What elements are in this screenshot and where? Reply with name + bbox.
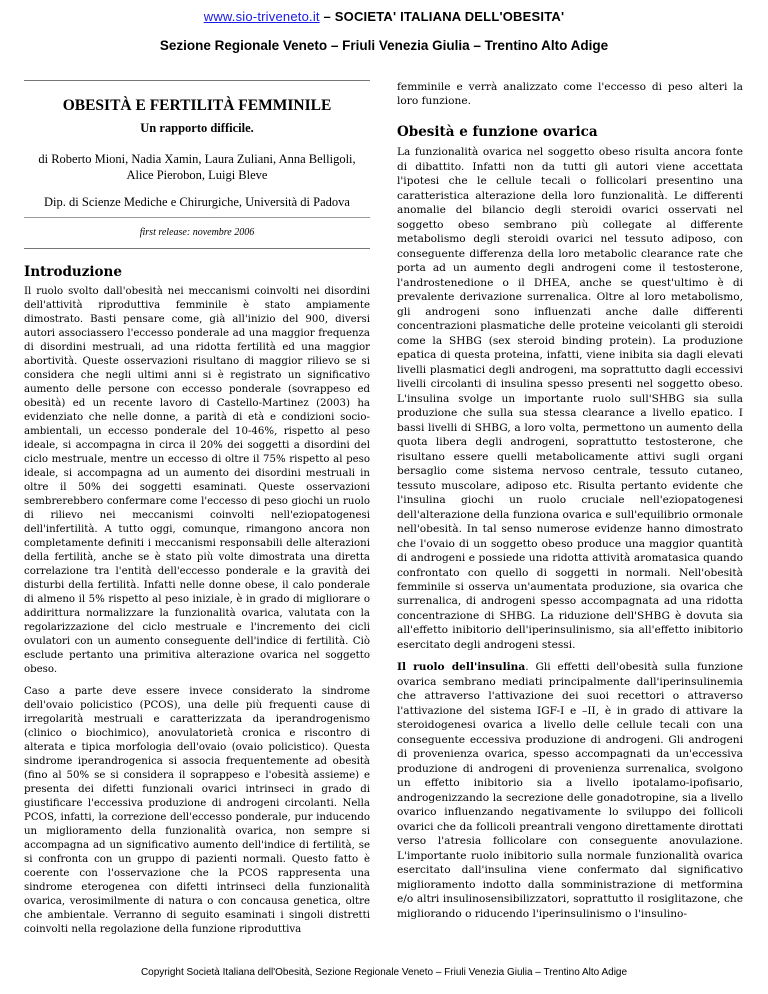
header-section: Sezione Regionale Veneto – Friuli Venezia Giulia – Trentino Alto Adige <box>159 38 609 53</box>
intro-divider <box>24 248 370 249</box>
release-divider <box>24 217 370 218</box>
website-link[interactable]: www.sio-triveneto.it <box>203 9 320 24</box>
release-date: first release: novembre 2006 <box>139 227 255 238</box>
society-name: – SOCIETA' ITALIANA DELL'OBESITA' <box>319 9 565 24</box>
article-subtitle: Un rapporto difficile. <box>140 121 254 135</box>
insulin-paragraph-body: . Gli effetti dell'obesità sulla funzione ovarica sembrano mediati principalmente dall'iperinsulinemia che attraverso l'attivazione dei suoi recettori o attraverso l'attivazione del sistema IGF-I e –II, è in grado di attivare la steroidogenesi ovarica a livello delle cellule tecali con una conseguente eccessiva produzione di androgeni. Gli androgeni di provenienza ovarica, spesso accompagnati da un'eccessiva produzione di androgeni di provenienza surrenalica, svolgono un effetto inibitorio sia a livello ipotalamo-ipofisario, androgenizzando la secrezione delle gonadotropine, sia a livello ovarico influenzando negativamente lo sviluppo dei follicoli ovarici che da follicoli preantrali vengono direttamente dirottati verso l'atresia follicolare con conseguente anovulazione. L'importante ruolo inibitorio sulla normale funzionalità ovarica esercitato dall'insulina viene confermato dal significativo miglioramento indotto dalla somministrazione di metformina e/o altri insulinosensibilizzatori, soprattutto il rosiglitazone, che migliorando o riducendo l'iperinsulinismo o l'insulino- <box>397 661 743 920</box>
insulin-paragraph <box>397 660 743 921</box>
continued-text: femminile e verrà analizzato come l'eccesso di peso alteri la loro funzione. <box>397 81 743 108</box>
intro-paragraph-2: Caso a parte deve essere invece considerato la sindrome dell'ovaio policistico (PCOS), una delle più frequenti cause di irregolarità mestruali e caratterizzata da iperandrogenismo (clinico o biochimico), anovulatorietà cronica e riscontro di alterata e tipica morfologia dell'ovaio (ovaio policistico). Questa sindrome iperandrogenica si associa frequentemente ad obesità (fino al 50% se si considera il soprappeso e l'obesità assieme) e presenta dei difetti funzionali ovarici intrinseci in grado di giustificare l'eccessiva produzione di androgeni circolanti. Nella PCOS, infatti, la correzione dell'eccesso ponderale, pur inducendo un miglioramento della funzionalità ovarica, non sempre si accompagna ad un significativo aumento dell'indice di fertilità, se si confronta con un gruppo di pazienti normali. Questo fatto è coerente con l'osservazione che la PCOS rappresenta una sindrome eterogenea con difetti intrinseci della funzionalità ovarica, verosimilmente di natura o con concausa genetica, oltre che ambientale. Verranno di seguito esaminati i singoli distretti coinvolti nella regolazione della funzione riproduttiva <box>24 686 370 935</box>
left-column <box>24 80 370 945</box>
article-title: OBESITÀ E FERTILITÀ FEMMINILE <box>62 97 332 114</box>
top-divider <box>24 80 370 81</box>
insulin-run-in-heading: Il ruolo dell'insulina <box>397 661 526 674</box>
copyright-footer: Copyright Società Italiana dell'Obesità, Sezione Regionale Veneto – Friuli Venezia Giulia – Trentino Alto Adige <box>140 967 628 978</box>
intro-heading: Introduzione <box>24 264 122 280</box>
intro-paragraph-1: Il ruolo svolto dall'obesità nei meccanismi coinvolti nei disordini dell'attività riproduttiva femminile è stato ampiamente dimostrato. Basti pensare come, già all'inizio del 900, diversi autori associassero l'eccesso ponderale ad una maggior frequenza di disordini mestruali, ad una ridotta fertilità ed una maggior abortività. Queste osservazioni risultano di maggior rilievo se si considera che negli ultimi anni si è registrato un significativo aumento delle persone con eccesso ponderale (sovrappeso ed obesità) ed un recente lavoro di Castello-Martinez (2003) ha evidenziato che nelle donne, a parità di età e condizioni socio-ambientali, un eccesso ponderale del 10-46%, rispetto al peso ideale, si accompagna in circa il 20% dei soggetti a disordini del ciclo mestruale, mentre un eccesso di oltre il 75% rispetto al peso ideale, si accompagna ad un aumento dei disordini mestruali in oltre il 50% dei soggetti esaminati. Queste osservazioni sembrerebbero confermare come l'eccesso di peso giochi un ruolo di rilievo nei meccanismi coinvolti nell'eziopatogenesi dell'infertilità. A tutto oggi, comunque, rimangono ancora non completamente definiti i meccanismi responsabili delle alterazioni della fertilità, anche se è stato più volte dimostrata una diretta correlazione tra l'entità dell'eccesso ponderale e la gravità dei disturbi della fertilità. Infatti nelle donne obese, il calo ponderale di almeno il 5% rispetto al peso iniziale, è in grado di migliorare o addirittura normalizzare la funzionalità ovarica, valutata con la regolarizzazione del ciclo mestruale e l'incremento dei cicli ovulatori con un aumento conseguente dell'indice di fertilità. Ciò esclude pertanto una primitiva alterazione ovarica nel soggetto obeso. <box>24 286 370 675</box>
article-affiliation: Dip. di Scienze Mediche e Chirurgiche, Università di Padova <box>44 195 350 209</box>
header-society-line <box>0 9 768 24</box>
ovarian-function-paragraph: La funzionalità ovarica nel soggetto obeso risulta ancora fonte di dibattito. Infatti non da tutti gli autori viene accettata l'ipotesi che le cellule tecali o follicolari presentino una caratteristica alterazione della loro funzionalità. Le differenti anomalie del bilancio degli steroidi ovarici osservati nel soggetto obeso sembrano più collegate al differente metabolismo degli steroidi ovarici nel tessuto adiposo, con conseguente differenza della loro metabolic clearance rate che porta ad un aumento degli androgeni come il testosterone, l'androstenedione o il DHEA, anche se quest'ultimo è di prevalente derivazione surrenalica. Oltre al loro metabolismo, gli androgeni sono influenzati anche dalle differenti concentrazioni plasmatiche delle proteine veicolanti gli steroidi come la SHBG (sex steroid binding protein). La produzione epatica di questa proteina, infatti, viene inibita sia dagli elevati livelli plasmatici degli androgeni, ma soprattutto dagli eccessivi livelli circolanti di insulina spesso presenti nel soggetto obeso. L'insulina svolge un importante ruolo sull'SHBG sia sulla produzione che sulla sua stessa clearance a livello epatico. I bassi livelli di SHBG, a loro volta, permettono un aumento della quota libera degli androgeni, soprattutto testosterone, che risultano essere quelli metabolicamente attivi sugli organi bersaglio come sistema nervoso centrale, tessuto cutaneo, tessuto muscolare, adiposo etc. Risulta pertanto evidente che l'insulina giochi un ruolo cruciale nell'eziopatogenesi dell'alterazione della funziona ovarica e sull'equilibrio ormonale nell'obesità. In tal senso numerose evidenze hanno dimostrato che l'ovaio di un soggetto obeso produce una maggior quantità di androgeni e possiede una ridotta attività aromatasica quando confrontato con quello di soggetti in normali. Nell'obesità femminile si osserva un'aumentata produzione, sia ovarica che surrenalica, di androgeni spesso accompagnata ad una ridotta concentrazione di SHBG. La riduzione dell'SHBG è dovuta sia all'effetto inibitorio dell'iperinsulinismo, sia all'effetto inibitorio esercitato degli androgeni stessi. <box>397 146 743 651</box>
article-authors: di Roberto Mioni, Nadia Xamin, Laura Zuliani, Anna Belligoli, Alice Pierobon, Luigi Bleve <box>38 152 356 182</box>
ovarian-function-heading: Obesità e funzione ovarica <box>397 123 598 140</box>
right-column <box>397 80 743 929</box>
